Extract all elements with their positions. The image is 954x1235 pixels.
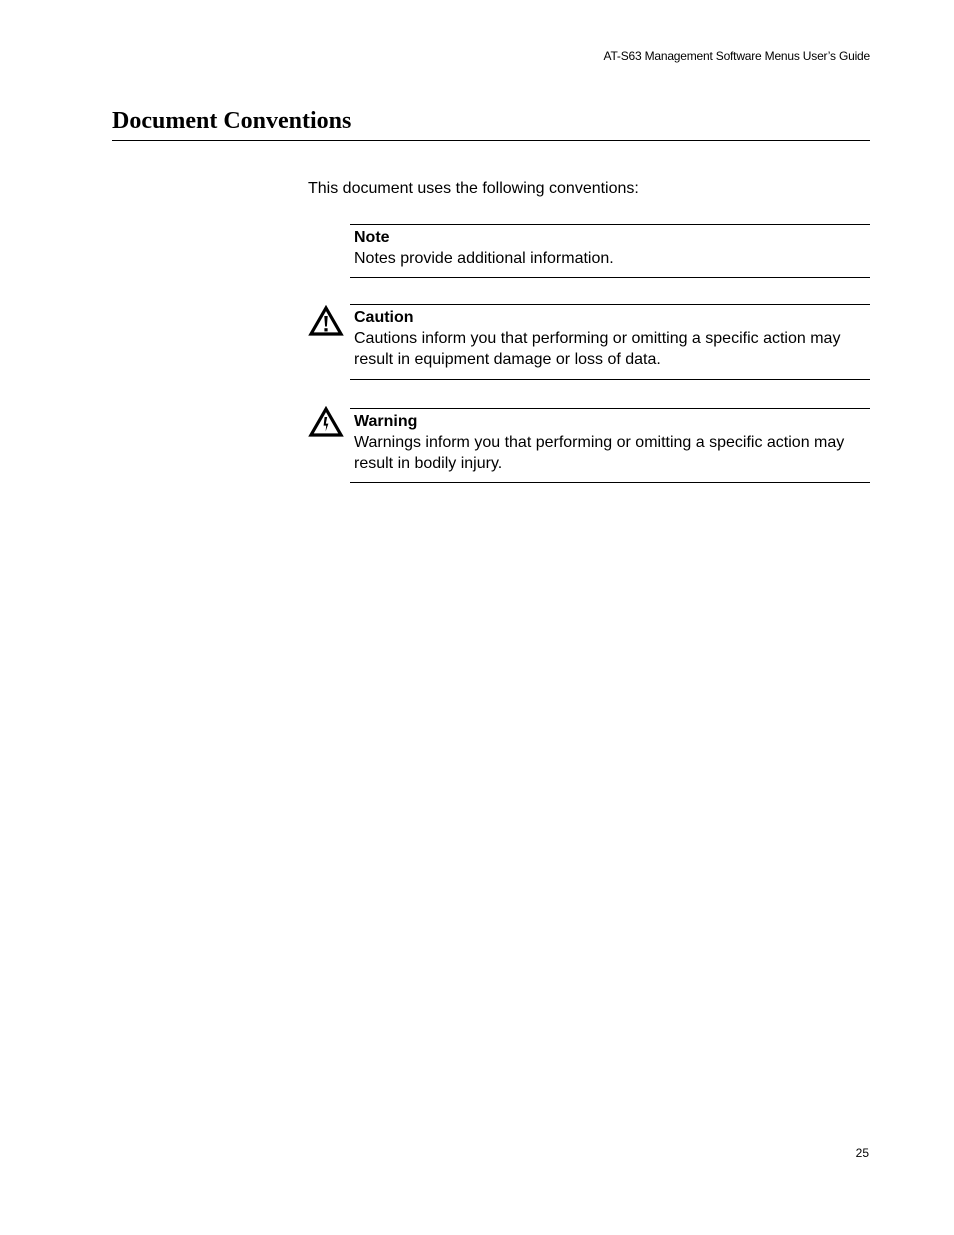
note-heading: Note (354, 229, 390, 246)
caution-box (350, 304, 870, 380)
warning-box (350, 408, 870, 483)
caution-heading: Caution (354, 309, 414, 326)
note-box (350, 224, 870, 278)
title-rule (112, 140, 870, 141)
page-number: 25 (855, 1146, 869, 1160)
page-title: Document Conventions (112, 108, 352, 134)
note-body: Notes provide additional information. (354, 250, 614, 267)
intro-paragraph: This document uses the following conventions: (308, 180, 639, 197)
warning-heading: Warning (354, 413, 418, 430)
electrical-warning-icon (308, 406, 344, 438)
running-header: AT-S63 Management Software Menus User’s Guide (603, 49, 870, 63)
warning-body: Warnings inform you that performing or omitting a specific action may result in bodily injury. (354, 434, 845, 472)
caution-triangle-icon (308, 305, 344, 337)
caution-body: Cautions inform you that performing or omitting a specific action may result in equipment damage or loss of data. (354, 330, 841, 368)
